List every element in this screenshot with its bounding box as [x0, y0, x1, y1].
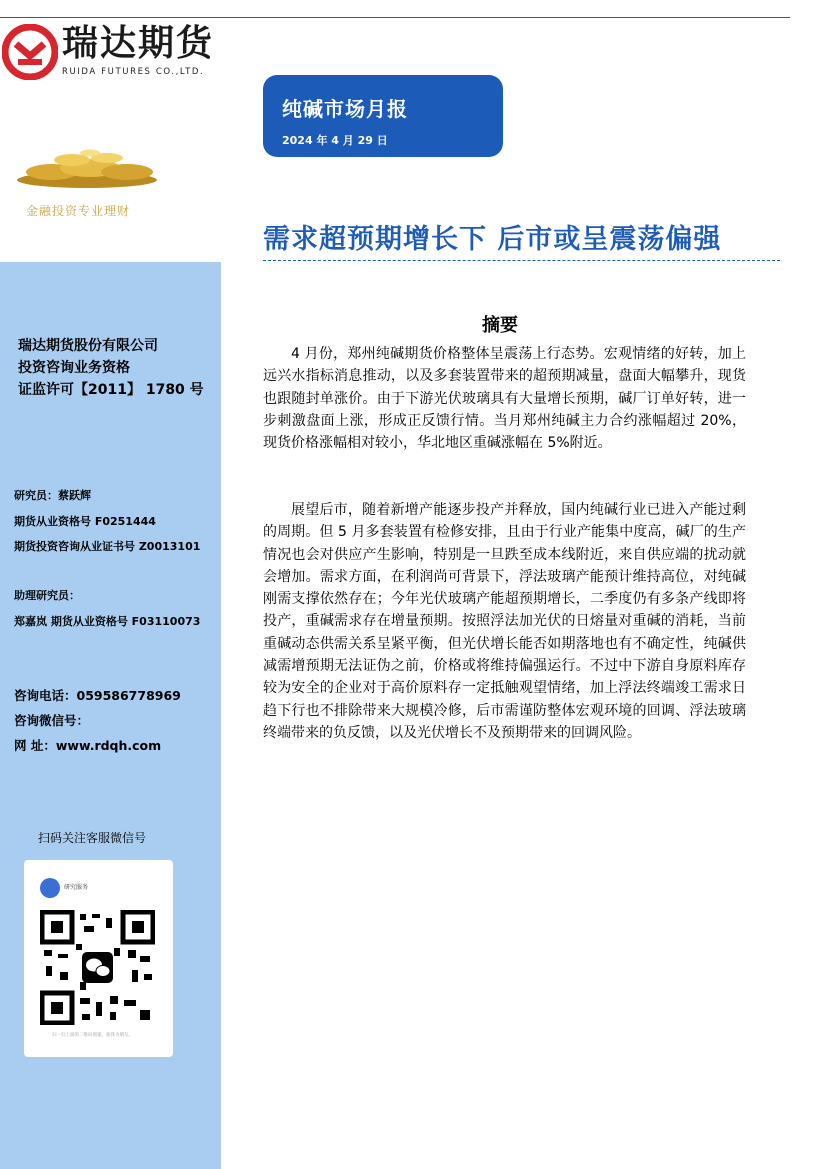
- headline-divider: [263, 260, 780, 261]
- qr-caption: 扫码关注客服微信号: [38, 831, 147, 845]
- contact-website: 网 址：www.rdqh.com: [14, 738, 162, 753]
- summary-paragraph-2: 展望后市，随着新增产能逐步投产并释放，国内纯碱行业已进入产能过剩的周期。但 5 月多套装置有检修安排，且由于行业产能集中度高，碱厂的生产情况也会对供应产生影响，特别是一旦跌至成本线附近，来自供应端的扰动就会增加。需求方面，在利润尚可背景下，浮法玻璃产能预计维持高位，对纯碱刚需支撑依然存在；今年光伏玻璃产能超预期增长，二季度仍有多条产线即将投产，重碱需求存在增量预期。按照浮法加光伏的日熔量对重碱的消耗，当前重碱动态供需关系呈紧平衡，但光伏增长能否如期落地也有不确定性，纯碱供减需增预期无法证伪之前，价格或将维持偏强运行。不过中下游自身原料库存较为安全的企业对于高价原料存一定抵触观望情绪，加上浮法终端竣工需求日趋下行也不排除带来大规模冷修，后市需谨防整体宏观环境的回调、浮法玻璃终端带来的负反馈，以及光伏增长不及预期带来的回调风险。: [263, 502, 746, 741]
- assistant-info: 郑嘉岚 期货从业资格号 F03110073: [14, 615, 201, 628]
- report-title: 纯碱市场月报: [282, 97, 408, 121]
- avatar: [40, 878, 60, 898]
- report-date: 2024 年 4 月 29 日: [282, 134, 388, 147]
- slogan: 金融投资专业理财: [26, 204, 131, 218]
- researcher-certificate: 期货投资咨询从业证书号 Z0013101: [14, 540, 201, 553]
- contact-phone: 咨询电话：059586778969: [14, 688, 181, 703]
- contact-wechat: 咨询微信号：: [14, 713, 90, 728]
- researcher-qualification: 期货从业资格号 F0251444: [14, 515, 156, 528]
- report-headline: 需求超预期增长下 后市或呈震荡偏强: [263, 224, 722, 255]
- assistant-label: 助理研究员：: [14, 589, 80, 602]
- company-logo-english: RUIDA FUTURES CO.,LTD.: [62, 67, 205, 77]
- company-line: 投资咨询业务资格: [18, 360, 130, 376]
- qr-card-header: 研究服务: [64, 884, 89, 891]
- qr-card-footer: 扫一扫上面的二维码图案，加我为朋友。: [52, 1033, 133, 1038]
- summary-paragraph-1: 4 月份，郑州纯碱期货价格整体呈震荡上行态势。宏观情绪的好转，加上远兴水指标消息推动，以及多套装置带来的超预期减量，盘面大幅攀升，现货也跟随封单涨价。由于下游光伏玻璃具有大量增长预期，碱厂订单好转，进一步刺激盘面上涨，形成正反馈行情。当月郑州纯碱主力合约涨幅超过 20%，现货价格涨幅相对较小，华北地区重碱涨幅在 5%附近。: [263, 346, 746, 452]
- top-rule: [0, 17, 790, 18]
- company-line: 证监许可【2011】 1780 号: [18, 382, 204, 398]
- company-info: [18, 335, 204, 401]
- gold-coins-image: [12, 148, 162, 190]
- company-logo-name: 瑞达期货: [62, 23, 215, 64]
- summary-title: 摘要: [482, 315, 518, 336]
- ruida-logo-icon: [2, 24, 58, 80]
- qr-code-icon[interactable]: [40, 910, 155, 1025]
- company-line: 瑞达期货股份有限公司: [18, 338, 158, 354]
- researcher-name: 研究员：蔡跃辉: [14, 489, 91, 502]
